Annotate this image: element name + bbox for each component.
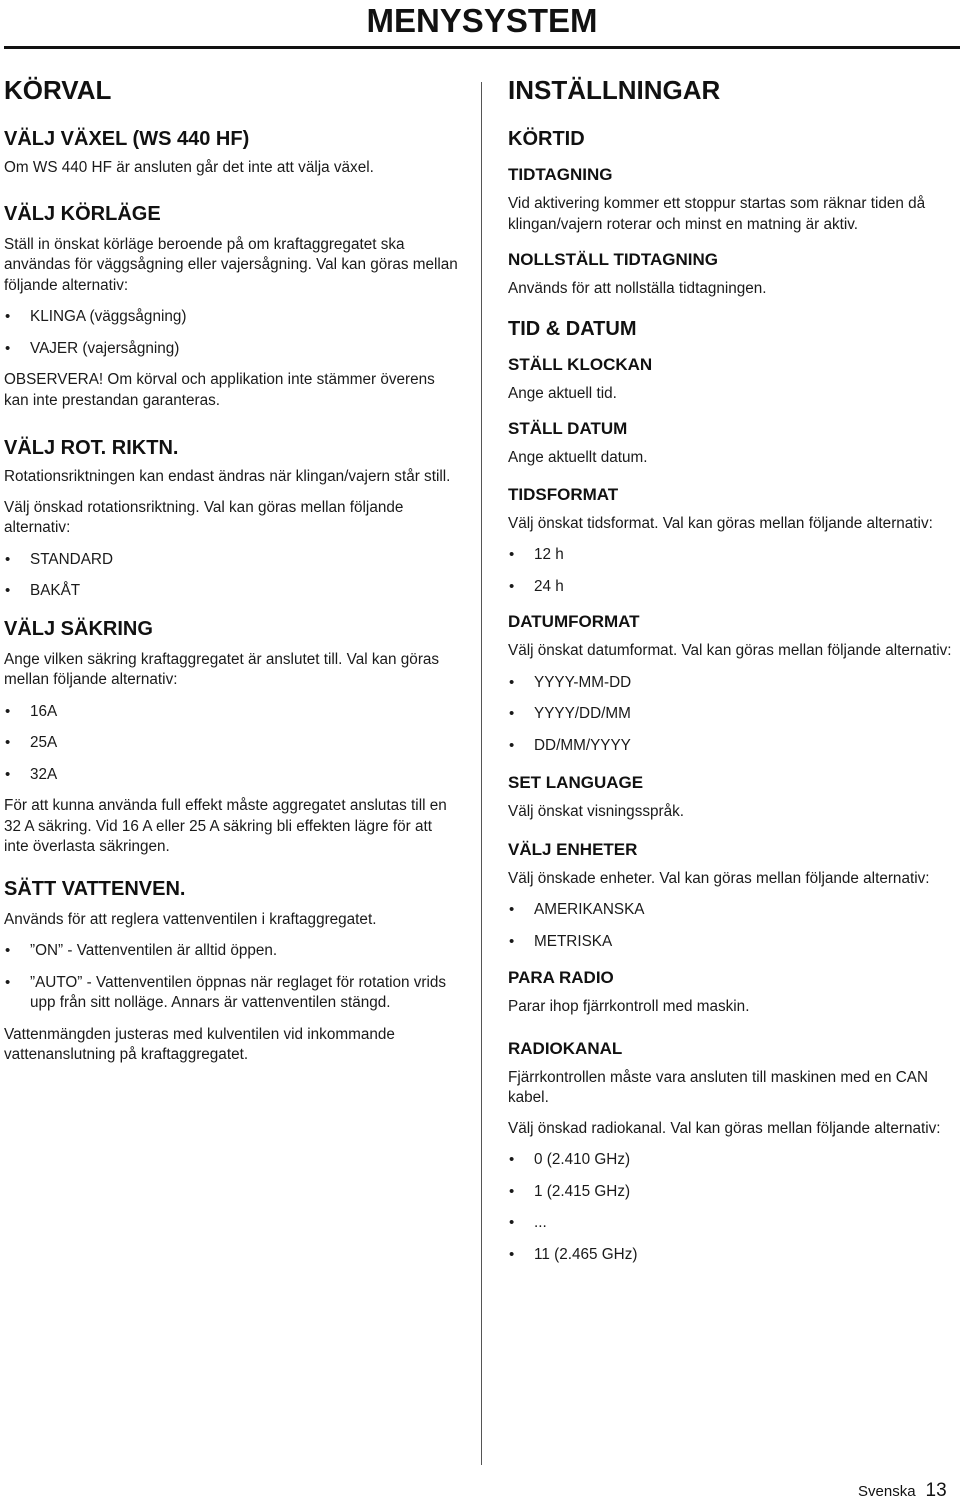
right-column [508,68,958,1265]
paragraph: Ställ in önskat körläge beroende på om kraftaggregatet ska användas för väggsågning eller vajersågning. Val kan göras mellan följande alternativ: [4,235,458,294]
heading-tidtagning: TIDTAGNING [508,165,613,184]
left-column [4,68,459,1066]
bullet-icon: • [509,705,515,722]
bullet-icon: • [509,1214,515,1231]
paragraph: Ange vilken säkring kraftaggregatet är anslutet till. Val kan göras mellan följande alternativ: [4,650,440,688]
list-item: • 24 h [508,577,958,598]
rotation-options-list [4,550,459,602]
enheter-options-list [508,900,958,952]
section-title-korval: KÖRVAL [4,75,112,105]
korlage-options-list [4,307,459,359]
heading-valj-sakring: VÄLJ SÄKRING [4,617,153,640]
paragraph: Välj önskat tidsformat. Val kan göras mellan följande alternativ: [508,514,933,532]
paragraph: Välj önskade enheter. Val kan göras mellan följande alternativ: [508,869,930,887]
paragraph: Välj önskad rotationsriktning. Val kan göras mellan följande alternativ: [4,498,404,536]
bullet-icon: • [509,1182,515,1200]
paragraph: Om WS 440 HF är ansluten går det inte att välja växel. [4,159,374,176]
heading-tid-datum: TID & DATUM [508,317,637,340]
paragraph: Välj önskat datumformat. Val kan göras mellan följande alternativ: [508,642,952,659]
bullet-icon: • [509,546,515,563]
heading-para-radio: PARA RADIO [508,968,614,987]
list-item: • ”AUTO” - Vattenventilen öppnas när reglaget för rotation vrids upp från sitt nolläge. Annars är vattenventilen stängd. [5,973,447,1011]
heading-set-language: SET LANGUAGE [508,773,644,792]
note-paragraph: För att kunna använda full effekt måste aggregatet anslutas till en 32 A säkring. Vid 16 A eller 25 A säkring bli effekten lägre för att inte överlasta säkringen. [4,797,447,855]
list-item: • STANDARD [4,550,459,571]
paragraph: Vid aktivering kommer ett stoppur startas som räknar tiden då klingan/vajern roterar och minst en matning är aktiv. [508,195,926,233]
tidsformat-options-list [508,545,958,597]
heading-kortid: KÖRTID [508,128,585,150]
list-item: • AMERIKANSKA [508,900,958,921]
bullet-icon: • [509,1151,515,1168]
heading-datumformat: DATUMFORMAT [508,612,640,631]
list-item: • METRISKA [508,932,958,953]
heading-valj-enheter: VÄLJ ENHETER [508,839,638,859]
bullet-icon: • [5,973,11,991]
bullet-icon: • [5,942,11,959]
bullet-icon: • [509,901,515,918]
list-item: • 0 (2.410 GHz) [508,1150,958,1171]
list-item: • ”ON” - Vattenventilen är alltid öppen. [4,941,459,962]
bullet-icon: • [5,339,11,357]
list-item: • 1 (2.415 GHz) [508,1182,958,1203]
vattenven-options-list [4,941,459,1014]
paragraph: Används för att nollställa tidtagningen. [508,280,767,297]
heading-valj-rot-riktn: VÄLJ ROT. RIKTN. [4,437,179,459]
note-paragraph: OBSERVERA! Om körval och applikation inte stämmer överens kan inte prestandan garanteras. [4,371,435,409]
bullet-icon: • [509,673,515,691]
paragraph: Parar ihop fjärrkontroll med maskin. [508,998,750,1015]
page-number: 13 [925,1480,947,1501]
bullet-icon: • [509,1245,515,1263]
bullet-icon: • [5,582,11,599]
page-header-title: MENYSYSTEM [366,2,598,39]
heading-nollstall-tidtagning: NOLLSTÄLL TIDTAGNING [508,250,718,269]
footer-language: Svenska [858,1483,916,1500]
list-item: • 25A [4,733,459,754]
heading-valj-vaxel: VÄLJ VÄXEL (WS 440 HF) [4,128,250,150]
list-item: • KLINGA (väggsågning) [4,307,459,328]
paragraph: Rotationsriktningen kan endast ändras när klingan/vajern står still. [4,468,451,485]
bullet-icon: • [5,734,11,751]
radiokanal-options-list [508,1150,958,1265]
datumformat-options-list [508,673,958,757]
note-paragraph: Vattenmängden justeras med kulventilen vid inkommande vattenanslutning på kraftaggregatet. [4,1025,395,1063]
bullet-icon: • [509,577,515,595]
column-divider [481,82,482,1465]
paragraph: Fjärrkontrollen måste vara ansluten till maskinen med en CAN kabel. [508,1068,928,1106]
list-item: • 11 (2.465 GHz) [508,1245,958,1266]
bullet-icon: • [509,736,515,754]
bullet-icon: • [5,765,11,783]
heading-radiokanal: RADIOKANAL [508,1038,623,1058]
list-item: • DD/MM/YYYY [508,736,958,757]
header-rule [4,46,960,49]
list-item: • 16A [4,702,459,723]
sakring-options-list [4,702,459,786]
list-item: • 12 h [508,545,958,566]
heading-stall-klockan: STÄLL KLOCKAN [508,354,653,374]
section-title-installningar: INSTÄLLNINGAR [508,75,721,105]
list-item: • BAKÅT [4,581,459,602]
paragraph: Ange aktuellt datum. [508,449,648,466]
list-item: • YYYY/DD/MM [508,704,958,725]
heading-stall-datum: STÄLL DATUM [508,419,628,438]
list-item: • ... [508,1213,958,1234]
bullet-icon: • [5,702,11,720]
heading-tidsformat: TIDSFORMAT [508,484,619,504]
heading-valj-korlage: VÄLJ KÖRLÄGE [4,202,161,225]
paragraph: Ange aktuell tid. [508,384,617,402]
list-item: • 32A [4,765,459,786]
bullet-icon: • [5,308,11,325]
list-item: • YYYY-MM-DD [508,673,958,694]
bullet-icon: • [5,550,11,568]
paragraph: Används för att reglera vattenventilen i kraftaggregatet. [4,910,377,928]
paragraph: Välj önskad radiokanal. Val kan göras mellan följande alternativ: [508,1119,941,1137]
paragraph: Välj önskat visningsspråk. [508,803,684,820]
bullet-icon: • [509,932,515,950]
heading-satt-vattenven: SÄTT VATTENVEN. [4,877,186,900]
list-item: • VAJER (vajersågning) [4,339,459,360]
